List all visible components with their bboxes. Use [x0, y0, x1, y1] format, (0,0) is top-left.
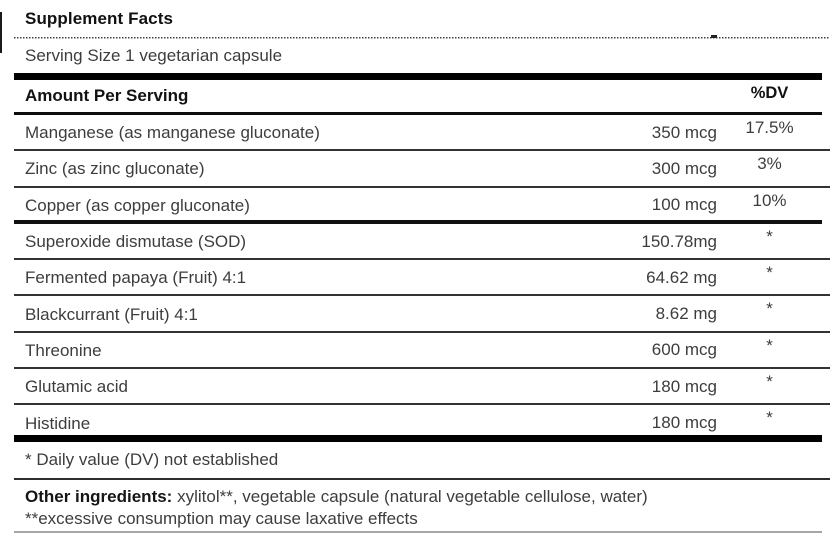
- label-title: Supplement Facts: [25, 8, 174, 28]
- ingredient-name: Blackcurrant (Fruit) 4:1: [25, 304, 198, 324]
- table-row: [14, 260, 830, 296]
- ingredient-amount: 300 mcg: [651, 158, 717, 178]
- other-ingredients-line: [25, 486, 830, 509]
- xylitol-warning-note: **excessive consumption may cause laxative effects: [25, 509, 418, 529]
- daily-value-footnote: * Daily value (DV) not established: [25, 449, 279, 469]
- other-ingredients-block: [14, 480, 830, 531]
- table-header-row: [14, 80, 830, 112]
- ingredient-amount: 180 mcg: [651, 413, 717, 433]
- ingredient-dv: *: [766, 226, 773, 246]
- ingredient-dv: 17.5%: [745, 118, 794, 137]
- dotted-divider-tick: [711, 35, 717, 38]
- serving-size-text: Serving Size 1 vegetarian capsule: [25, 46, 283, 65]
- other-ingredients-text: xylitol**, vegetable capsule (natural vegetable cellulose, water): [172, 486, 648, 506]
- ingredient-amount: 600 mcg: [651, 340, 717, 360]
- ingredient-dv: *: [766, 335, 773, 355]
- ingredient-name: Threonine: [25, 340, 102, 360]
- ingredient-name: Fermented papaya (Fruit) 4:1: [25, 268, 247, 288]
- table-row: [14, 405, 830, 441]
- table-row: [14, 188, 830, 224]
- ingredient-name: Glutamic acid: [25, 377, 128, 397]
- ingredient-dv: *: [766, 408, 773, 428]
- dv-column-header: %DV: [750, 84, 789, 102]
- ingredient-name: Histidine: [25, 413, 91, 433]
- ingredient-dv: 10%: [752, 190, 787, 210]
- thick-divider-top: [14, 73, 822, 80]
- table-row: [14, 333, 830, 369]
- ingredient-amount: 8.62 mg: [655, 304, 717, 324]
- bottom-edge-rule: [14, 531, 822, 533]
- ingredient-name: Copper (as copper gluconate): [25, 195, 250, 215]
- table-row: [14, 296, 830, 332]
- ingredient-amount: 64.62 mg: [646, 267, 717, 287]
- table-row: [14, 151, 830, 187]
- ingredient-dv: *: [766, 372, 773, 392]
- ingredient-dv: *: [766, 263, 773, 283]
- ingredient-amount: 180 mcg: [651, 376, 717, 396]
- ingredient-amount: 100 mcg: [651, 195, 717, 215]
- amount-per-serving-header: Amount Per Serving: [25, 86, 189, 105]
- ingredient-dv: *: [766, 299, 773, 319]
- other-ingredients-label: Other ingredients:: [25, 486, 173, 506]
- serving-size-row: [14, 39, 830, 73]
- left-edge-border-artifact: [0, 12, 2, 53]
- ingredient-amount: 150.78mg: [641, 231, 717, 251]
- ingredient-amount: 350 mcg: [651, 122, 717, 142]
- table-row: [14, 224, 830, 260]
- table-row: [14, 115, 830, 151]
- ingredient-name: Manganese (as manganese gluconate): [25, 123, 320, 143]
- label-title-row: [14, 0, 830, 37]
- ingredient-name: Superoxide dismutase (SOD): [25, 232, 247, 252]
- table-row: [14, 369, 830, 405]
- dotted-divider: [14, 37, 830, 39]
- ingredient-dv: 3%: [757, 154, 782, 174]
- daily-value-footnote-row: [14, 442, 830, 480]
- ingredient-name: Zinc (as zinc gluconate): [25, 159, 205, 179]
